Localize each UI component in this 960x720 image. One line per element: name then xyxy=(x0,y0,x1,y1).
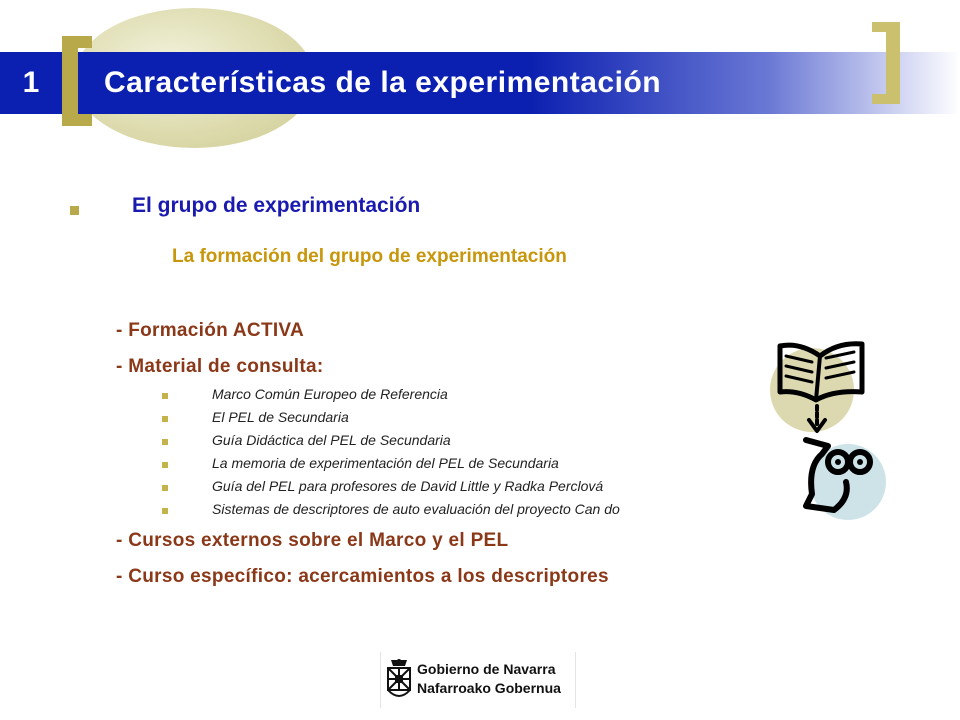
list-bullet xyxy=(162,485,168,491)
list-bullet xyxy=(162,439,168,445)
line-cursos-externos: - Cursos externos sobre el Marco y el PEL xyxy=(116,530,509,551)
list-bullet xyxy=(162,393,168,399)
list-bullet xyxy=(162,508,168,514)
list-item-text: Guía Didáctica del PEL de Secundaria xyxy=(212,432,451,448)
right-bracket-decor xyxy=(886,22,900,104)
list-bullet xyxy=(162,462,168,468)
line-curso-especifico: - Curso específico: acercamientos a los descriptores xyxy=(116,566,609,587)
section-subheading: La formación del grupo de experimentación xyxy=(172,246,567,267)
navarra-coat-of-arms-icon xyxy=(385,658,413,702)
left-bracket-decor xyxy=(62,36,78,126)
book-and-reader-icon xyxy=(766,334,896,530)
line-material: - Material de consulta: xyxy=(116,356,324,377)
logo-line-2: Nafarroako Gobernua xyxy=(417,680,561,696)
line-formacion: - Formación ACTIVA xyxy=(116,320,305,341)
slide-title: Características de la experimentación xyxy=(104,66,662,99)
logo-line-1: Gobierno de Navarra xyxy=(417,661,556,677)
government-logo xyxy=(380,652,576,708)
list-bullet xyxy=(162,416,168,422)
section-heading: El grupo de experimentación xyxy=(132,194,421,217)
list-item-text: Sistemas de descriptores de auto evaluación del proyecto Can do xyxy=(212,501,620,517)
list-item-text: El PEL de Secundaria xyxy=(212,409,349,425)
list-item-text: La memoria de experimentación del PEL de Secundaria xyxy=(212,455,559,471)
heading-bullet xyxy=(70,206,79,215)
list-item-text: Guía del PEL para profesores de David Little y Radka Perclová xyxy=(212,478,604,494)
section-number: 1 xyxy=(22,66,40,99)
list-item-text: Marco Común Europeo de Referencia xyxy=(212,386,448,402)
